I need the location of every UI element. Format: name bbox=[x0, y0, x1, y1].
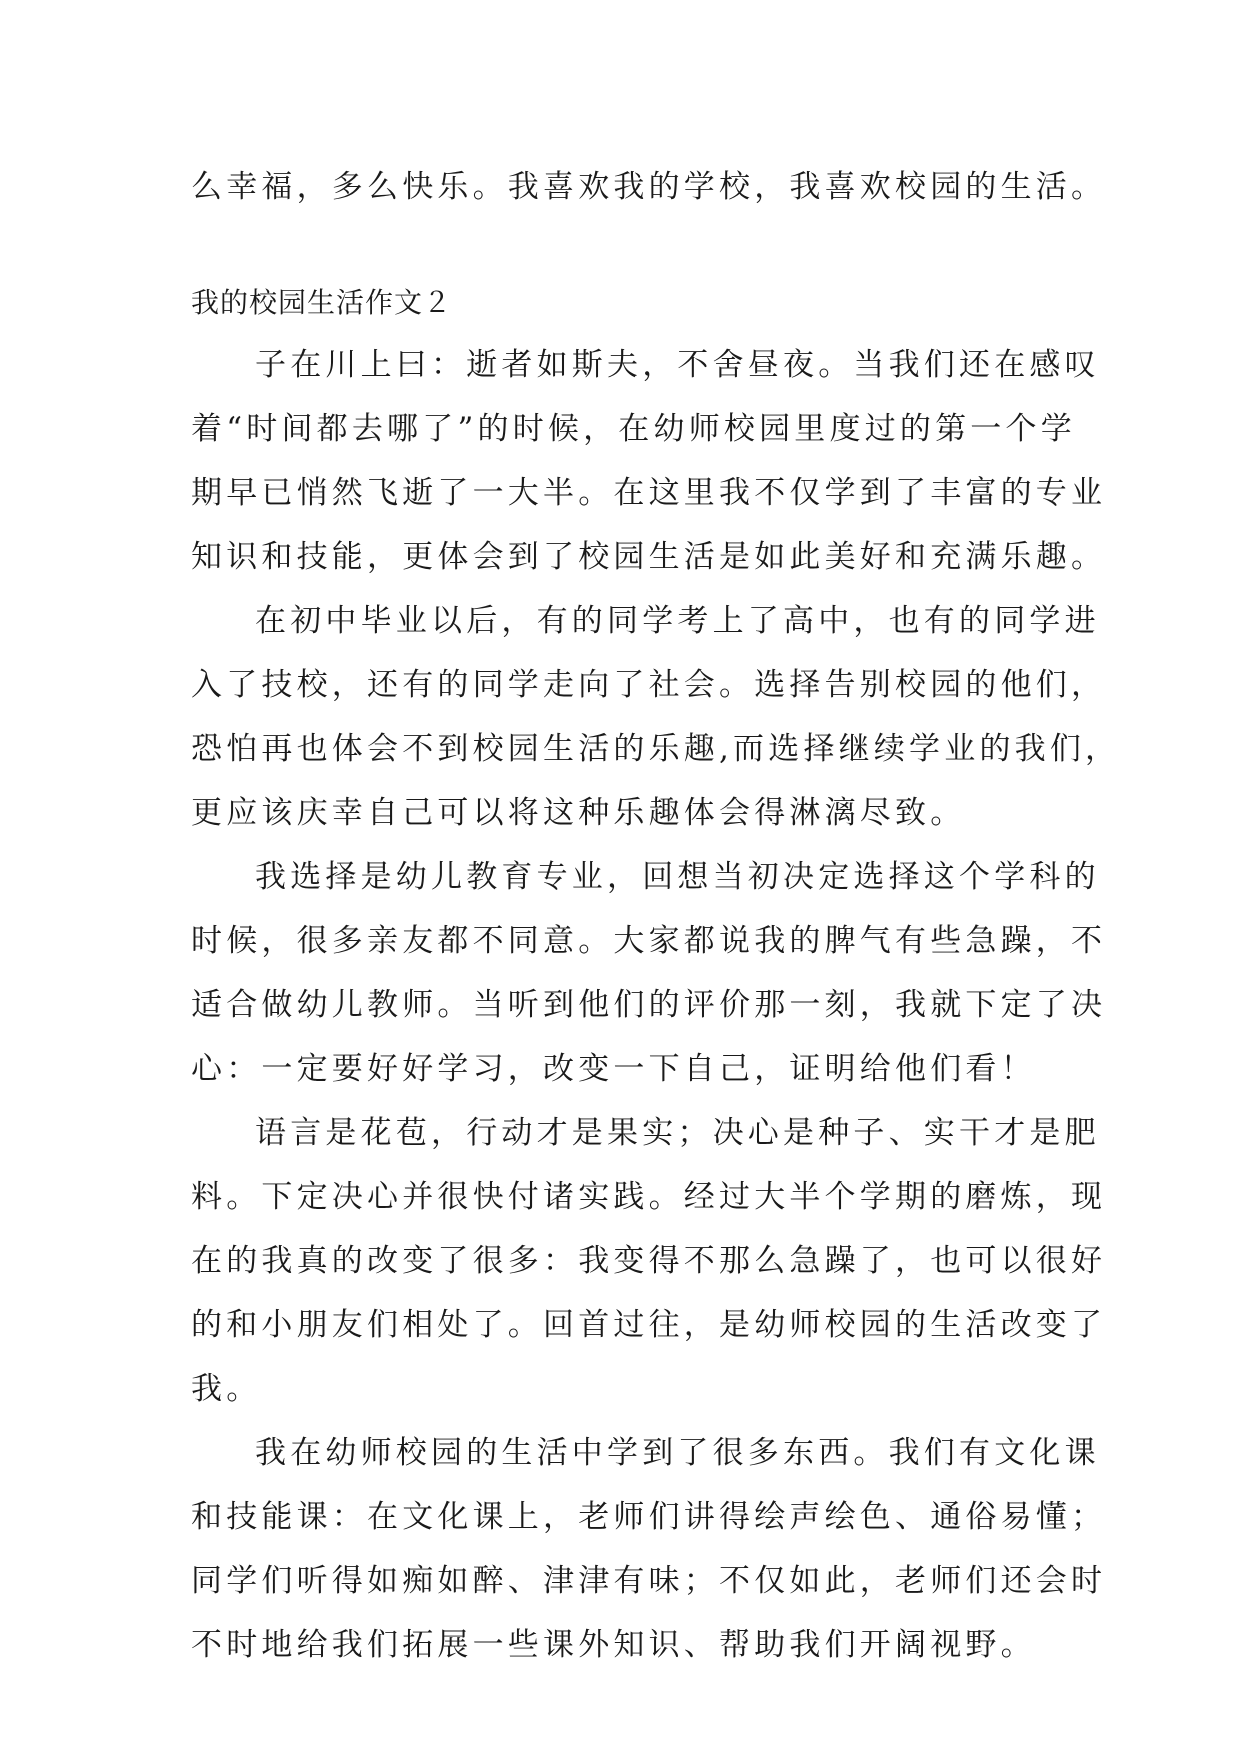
paragraph-line: 着“时间都去哪了”的时候，在幼师校园里度过的第一个学 bbox=[191, 411, 1076, 447]
paragraph-line: 恐怕再也体会不到校园生活的乐趣,而选择继续学业的我们， bbox=[191, 731, 1121, 767]
paragraph bbox=[191, 1101, 1107, 1421]
paragraph bbox=[191, 589, 1121, 845]
paragraph-line: 和技能课：在文化课上，老师们讲得绘声绘色、通俗易懂； bbox=[191, 1499, 1107, 1535]
paragraph-line: 在初中毕业以后，有的同学考上了高中，也有的同学进 bbox=[255, 603, 1100, 639]
paragraph-line: 时候，很多亲友都不同意。大家都说我的脾气有些急躁，不 bbox=[191, 923, 1107, 959]
paragraph-line: 我在幼师校园的生活中学到了很多东西。我们有文化课 bbox=[255, 1435, 1100, 1471]
paragraph-line: 知识和技能，更体会到了校园生活是如此美好和充满乐趣。 bbox=[191, 539, 1107, 575]
paragraph-line: 更应该庆幸自己可以将这种乐趣体会得淋漓尽致。 bbox=[191, 795, 966, 831]
paragraph-line: 期早已悄然飞逝了一大半。在这里我不仅学到了丰富的专业 bbox=[191, 475, 1107, 511]
section-gap bbox=[191, 219, 1071, 273]
paragraph-line: 适合做幼儿教师。当听到他们的评价那一刻，我就下定了决 bbox=[191, 987, 1107, 1023]
paragraph-line: 入了技校，还有的同学走向了社会。选择告别校园的他们， bbox=[191, 667, 1107, 703]
paragraph-line: 同学们听得如痴如醉、津津有味；不仅如此，老师们还会时 bbox=[191, 1563, 1107, 1599]
paragraph-line: 的和小朋友们相处了。回首过往，是幼师校园的生活改变了 bbox=[191, 1307, 1107, 1343]
paragraph bbox=[191, 845, 1107, 1101]
paragraph-line: 心：一定要好好学习，改变一下自己，证明给他们看！ bbox=[191, 1051, 1036, 1087]
paragraph-line: 子在川上曰：逝者如斯夫，不舍昼夜。当我们还在感叹 bbox=[255, 347, 1100, 383]
paragraph-line: 不时地给我们拓展一些课外知识、帮助我们开阔视野。 bbox=[191, 1627, 1036, 1663]
paragraph-line: 语言是花苞，行动才是果实；决心是种子、实干才是肥 bbox=[255, 1115, 1100, 1151]
paragraph-line: 我。 bbox=[191, 1371, 262, 1407]
document-body bbox=[191, 155, 1121, 1677]
paragraph-line: 在的我真的改变了很多：我变得不那么急躁了，也可以很好 bbox=[191, 1243, 1107, 1279]
intro-line: 么幸福，多么快乐。我喜欢我的学校，我喜欢校园的生活。 bbox=[191, 169, 1107, 205]
paragraph bbox=[191, 1421, 1107, 1677]
section-title: 我的校园生活作文２ bbox=[191, 286, 453, 319]
paragraph-line: 料。下定决心并很快付诸实践。经过大半个学期的磨炼，现 bbox=[191, 1179, 1107, 1215]
paragraph-line: 我选择是幼儿教育专业，回想当初决定选择这个学科的 bbox=[255, 859, 1100, 895]
paragraph bbox=[191, 333, 1107, 589]
